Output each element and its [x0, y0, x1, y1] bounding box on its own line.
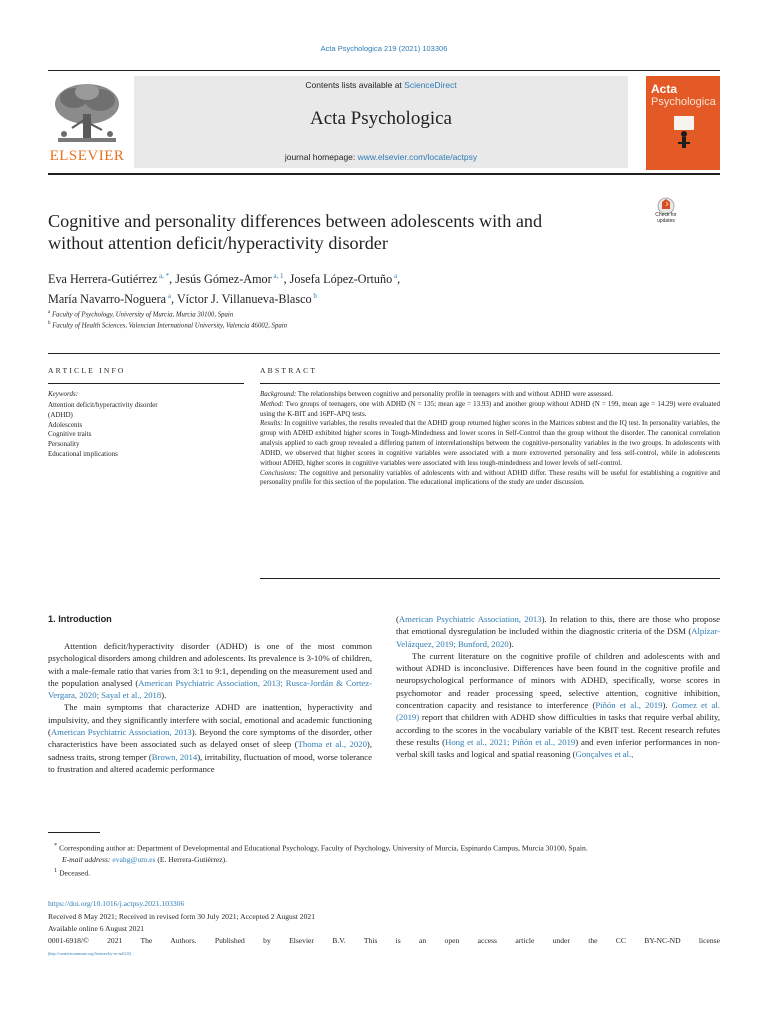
- body-text: ), irritability, fluctuation of mood, worse tolerance to frustration and altered academic performance: [48, 751, 372, 774]
- abstract-label: Method:: [260, 399, 284, 408]
- keyword: Personality: [48, 440, 80, 449]
- divider: [260, 383, 720, 384]
- footnotes: [48, 840, 720, 878]
- author-affiliation-marker[interactable]: a: [167, 292, 171, 301]
- body-text: ). In relation to this, there are those who propose that emotional dysregulation be included within the diagnostic criteria of the DSM (: [396, 614, 720, 637]
- footnote-marker: *: [54, 842, 58, 849]
- article-title: [48, 210, 628, 254]
- abstract-background: [260, 390, 720, 400]
- check-line-1: Check for: [655, 212, 677, 218]
- contents-prefix: Contents lists available at: [305, 80, 405, 90]
- available-online: Available online 6 August 2021: [48, 924, 145, 933]
- author-affiliation-marker[interactable]: a, *: [159, 272, 170, 280]
- divider: [48, 353, 720, 354]
- body-column-right: [396, 613, 720, 761]
- footnote-text: Corresponding author at: Department of Developmental and Educational Psychology, Faculty of Psychology, University of Murcia, Espinardo Campus, Murcia 30100, Spain.: [59, 843, 588, 853]
- cover-title-acta: Acta: [651, 82, 678, 96]
- author-name[interactable]: María Navarro-Noguera: [48, 292, 167, 307]
- journal-reference[interactable]: Acta Psychologica 219 (2021) 103306: [320, 44, 448, 53]
- body-text: ).: [508, 638, 514, 649]
- masthead-bottom-rule: [48, 173, 720, 175]
- abstract-results: [260, 419, 720, 468]
- homepage-link[interactable]: www.elsevier.com/locate/actpsy: [357, 152, 478, 162]
- paragraph: [396, 613, 720, 650]
- keyword: Adolescents: [48, 420, 83, 429]
- email-label: E-mail address:: [62, 854, 111, 864]
- author-separator: ,: [397, 272, 401, 287]
- doi-link[interactable]: https://doi.org/10.1016/j.actpsy.2021.103306: [48, 899, 185, 908]
- abstract-heading: ABSTRACT: [260, 366, 318, 375]
- divider: [260, 578, 720, 579]
- keyword: Cognitive traits: [48, 430, 92, 439]
- author-name[interactable]: Josefa López-Ortuño: [289, 272, 393, 287]
- masthead-top-rule: [48, 70, 720, 71]
- body-text: Attention deficit/hyperactivity disorder (ADHD) is one of the most common psychological disorders among children and adolescents. Its prevalence is 3-10% of children, with a male-female ratio that varies from 3:1 to 9:1, depending on the measurement used and the population analysed (: [48, 641, 372, 688]
- affiliation: [48, 321, 287, 329]
- citation-link[interactable]: Alpízar-Velázquez, 2019; Bunford, 2020: [396, 626, 720, 649]
- body-text: The main symptoms that characterize ADHD are inattention, hyperactivity and impulsivity, and they significantly interfere with social, emotional and academic functioning (: [48, 702, 372, 738]
- footnote-text: (E. Herrera-Gutiérrez).: [155, 854, 228, 864]
- abstract-text: Two groups of teenagers, one with ADHD (N = 135; mean age = 13.93) and another group without ADHD (N = 199, mean age = 14.29) were evaluated using the K-BIT and 16PF-APQ tests.: [260, 399, 720, 418]
- citation-link[interactable]: Gonçalves et al.,: [575, 749, 634, 760]
- abstract-label: Results:: [260, 419, 283, 428]
- homepage-prefix: journal homepage:: [284, 152, 358, 162]
- abstract-text: The relationships between cognitive and personality profile in teenagers with and without ADHD were assessed.: [296, 390, 614, 398]
- author-affiliation-marker[interactable]: b: [313, 292, 317, 301]
- author-list: [48, 268, 608, 308]
- affiliation-text: Faculty of Psychology, University of Murcia, Murcia 30100, Spain: [51, 311, 234, 319]
- affiliation-marker: a: [48, 310, 51, 315]
- citation-link[interactable]: American Psychiatric Association, 2013: [50, 727, 192, 738]
- citation-link[interactable]: Piñón et al., 2019: [595, 700, 663, 711]
- journal-cover[interactable]: [646, 76, 720, 170]
- body-text: ).: [662, 700, 672, 711]
- sciencedirect-link[interactable]: ScienceDirect: [404, 80, 457, 90]
- keywords-label: Keywords:: [48, 390, 79, 398]
- citation-link[interactable]: Gomez et al. (2019): [396, 700, 720, 723]
- abstract-conclusions: [260, 469, 720, 489]
- cover-figure-icon: [672, 112, 696, 152]
- footnote-deceased: [48, 865, 720, 879]
- author-separator: ,: [170, 292, 177, 307]
- abstract-label: Conclusions:: [260, 468, 297, 477]
- license-link[interactable]: (http://creativecommons.org/licenses/by-nc-nd/4.0/).: [48, 951, 133, 956]
- check-line-2: updates: [657, 217, 675, 224]
- abstract-method: [260, 400, 720, 420]
- citation-link[interactable]: American Psychiatric Association, 2013; Rusca-Jordán & Cortez-Vergara, 2020; Sayal et al., 2018: [48, 677, 373, 701]
- author-affiliation-marker[interactable]: a, 1: [273, 272, 284, 280]
- copyright-notice: 0001-6918/© 2021 The Authors. Published by Elsevier B.V. This is an open access article under the CC BY-NC-ND license: [48, 936, 720, 945]
- citation-link[interactable]: Hong et al., 2021; Piñón et al., 2019: [445, 736, 576, 747]
- keyword: Attention deficit/hyperactivity disorder: [48, 401, 158, 409]
- keyword: Educational implications: [48, 449, 118, 458]
- divider: [48, 383, 244, 384]
- footnote-email: [48, 854, 720, 865]
- affiliation-text: Faculty of Health Sciences, Valencian International University, Valencia 46002, Spain: [52, 322, 288, 330]
- abstract-body: [260, 390, 720, 488]
- body-text: ) and even inferior performances in non-verbal skill tasks and logical and spatial reasoning (: [396, 736, 721, 760]
- citation-link[interactable]: Thoma et al., 2020: [297, 739, 367, 750]
- keyword: (ADHD): [48, 410, 73, 419]
- paragraph: [48, 640, 372, 701]
- citation-link[interactable]: Brown, 2014: [151, 751, 198, 762]
- affiliation-marker: b: [48, 321, 51, 326]
- elsevier-wordmark: ELSEVIER: [49, 148, 125, 164]
- body-text: The current literature on the cognitive profile of children and adolescents with and without ADHD is inconclusive. Differences have been found in the cognitive profile and neuropsychological performance of minors with ADHD, specifically, worse scores in psychomotor and reader processing speed, selective attention, cognitive inhibition, concentration capacity and resistance to interference (: [396, 650, 720, 711]
- keywords-list: [48, 401, 158, 460]
- journal-title: Acta Psychologica: [310, 108, 452, 129]
- author-separator: ,: [283, 272, 290, 287]
- body-text: ). Beyond the core symptoms of the disorder, other characteristics have been associated such as delayed onset of sleep (: [48, 727, 372, 750]
- check-for-updates-label[interactable]: [646, 213, 686, 224]
- author-affiliation-marker[interactable]: a: [393, 272, 398, 280]
- footnote-text: Deceased.: [59, 868, 91, 878]
- paragraph: [48, 701, 372, 775]
- contents-line: [134, 80, 628, 90]
- abstract-label: Background:: [260, 390, 297, 398]
- affiliation: [48, 310, 233, 318]
- body-text: ), sadness traits, strong temper (: [48, 739, 372, 762]
- author-name[interactable]: Jesús Gómez-Amor: [175, 272, 272, 287]
- author-separator: ,: [169, 272, 176, 287]
- title-line-2: without attention deficit/hyperactivity disorder: [48, 233, 388, 253]
- body-text: report that children with ADHD show difficulties in tasks that require verbal ability, according to the scores in the vocabulary variable of the KBIT test. Recent research refutes these results (: [396, 712, 720, 747]
- footnote-corresponding: [48, 840, 720, 854]
- author-name[interactable]: Eva Herrera-Gutiérrez: [48, 272, 158, 287]
- body-column-left: [48, 640, 372, 775]
- cover-title-psychologica: Psychologica: [651, 96, 716, 108]
- footnote-divider: [48, 832, 100, 833]
- citation-link[interactable]: American Psychiatric Association, 2013: [398, 614, 542, 624]
- body-text: (: [396, 614, 399, 624]
- body-text: ).: [161, 690, 167, 701]
- abstract-text: The cognitive and personality variables of adolescents with and without ADHD differ. These results will be useful for establishing a cognitive and personality profile for this section of the population. The educational implications of the study are under discussion.: [260, 468, 720, 487]
- title-line-1: Cognitive and personality differences between adolescents with and: [48, 211, 543, 231]
- section-heading-introduction: 1. Introduction: [48, 614, 112, 624]
- received-dates: Received 8 May 2021; Received in revised form 30 July 2021; Accepted 2 August 2021: [48, 912, 315, 921]
- footnote-marker: 1: [54, 866, 58, 874]
- paragraph: [396, 650, 720, 761]
- homepage-line: [134, 152, 628, 162]
- author-name[interactable]: Víctor J. Villanueva-Blasco: [176, 292, 312, 307]
- article-info-heading: ARTICLE INFO: [48, 366, 126, 375]
- abstract-text: In cognitive variables, the results revealed that the ADHD group returned higher scores in the Matrices subtest and the IQ test. In personality variables, the group with ADHD exhibited higher scores in Tough-Mindedness and lower scores in Self-Control than the group without the disorder. The canonical correlation analysis applied to each group revealed a differing pattern of interrelationships between the cognitive-personality variables in the two groups. In adolescents with ADHD, we observed that higher scores in cognitive variables were associated with a more extroverted personality and less self-control, while in adolescents without ADHD, higher scores in cognitive variables were associated with less tough-mindedness and lower levels of self-control.: [260, 419, 720, 467]
- email-link[interactable]: evahg@um.es: [112, 854, 156, 864]
